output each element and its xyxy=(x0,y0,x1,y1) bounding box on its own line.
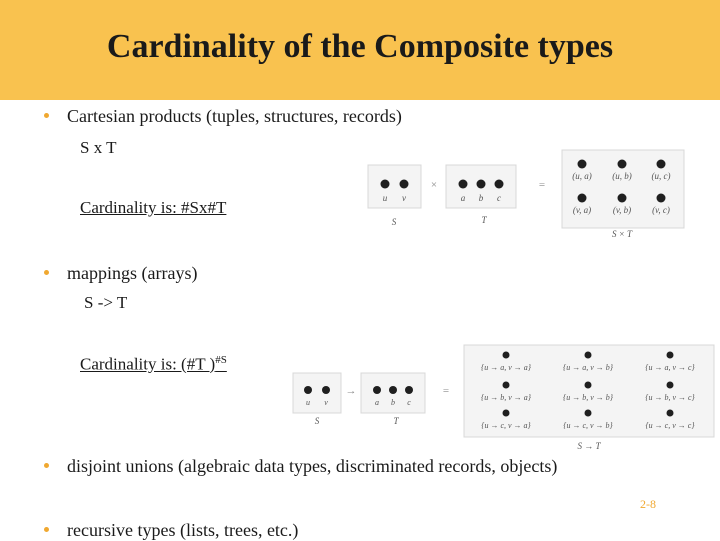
set-t-element: b xyxy=(391,398,395,407)
equals-symbol: = xyxy=(442,385,450,397)
mapping-label: {u → b, v → b} xyxy=(563,393,613,402)
mapping-label: {u → b, v → c} xyxy=(645,393,695,402)
set-s-element: u xyxy=(382,193,388,203)
title-bar xyxy=(0,0,720,100)
mapping-label: {u → a, v → c} xyxy=(645,363,695,372)
bullet-dot-icon xyxy=(44,463,49,468)
pair-label: (u, b) xyxy=(612,171,632,181)
set-t-label: T xyxy=(481,215,487,225)
product-result-box xyxy=(562,150,684,228)
set-s-label: S xyxy=(314,416,320,426)
set-t-element: a xyxy=(460,193,466,203)
bullet-disjoint-unions xyxy=(44,455,557,477)
mapping-result-box xyxy=(464,345,714,437)
set-t-element: a xyxy=(375,398,379,407)
cartesian-product-diagram xyxy=(360,148,692,240)
mapping-label: {u → c, v → b} xyxy=(563,421,613,430)
arrow-symbol: → xyxy=(345,385,357,397)
product-result-label: S × T xyxy=(611,229,633,239)
slide-title: Cardinality of the Composite types xyxy=(106,28,614,65)
bullet-recursive-types xyxy=(44,519,298,541)
mapping-diagram xyxy=(288,343,718,455)
set-s-element: v xyxy=(402,193,406,203)
mapping-label: {u → c, v → a} xyxy=(481,421,531,430)
pair-label: (v, a) xyxy=(572,205,592,215)
mapping-label: {u → a, v → a} xyxy=(481,363,531,372)
bullet-text: Cartesian products (tuples, structures, records) xyxy=(67,106,402,126)
bullet-dot-icon xyxy=(44,527,49,532)
mapping-result-label: S → T xyxy=(577,441,601,451)
set-t-element: c xyxy=(497,193,501,203)
bullet-text: recursive types (lists, trees, etc.) xyxy=(67,520,299,540)
bullet-cartesian-products xyxy=(44,105,402,127)
mapping-expression: S -> T xyxy=(84,293,128,312)
set-t-label: T xyxy=(393,416,399,426)
product-expression: S x T xyxy=(80,138,117,157)
pair-label: (u, c) xyxy=(651,171,671,181)
set-t-element: b xyxy=(478,193,484,203)
bullet-dot-icon xyxy=(44,270,49,275)
set-t-box xyxy=(446,165,516,208)
mapping-label: {u → c, v → c} xyxy=(645,421,695,430)
map-set-t-box xyxy=(361,373,425,413)
bullet-dot-icon xyxy=(44,113,49,118)
set-s-element: u xyxy=(306,398,310,407)
bullet-text: mappings (arrays) xyxy=(67,263,198,283)
product-cardinality: Cardinality is: #Sx#T xyxy=(80,198,227,217)
mapping-cardinality-base: Cardinality is: (#T ) xyxy=(80,354,216,374)
set-s-box xyxy=(368,165,421,208)
set-t-element: c xyxy=(407,398,411,407)
mapping-cardinality-exponent: #S xyxy=(215,354,227,366)
times-symbol: × xyxy=(430,179,438,191)
pair-label: (v, c) xyxy=(652,205,670,215)
page-number: 2-8 xyxy=(640,497,656,511)
map-set-s-box xyxy=(293,373,341,413)
mapping-label: {u → a, v → b} xyxy=(563,363,613,372)
mapping-label: {u → b, v → a} xyxy=(481,393,531,402)
set-s-label: S xyxy=(391,217,397,227)
pair-label: (v, b) xyxy=(612,205,632,215)
pair-label: (u, a) xyxy=(572,171,592,181)
bullet-mappings xyxy=(44,262,197,284)
set-s-element: v xyxy=(324,398,328,407)
equals-symbol: = xyxy=(538,179,546,191)
mapping-cardinality xyxy=(80,354,227,375)
bullet-text: disjoint unions (algebraic data types, discriminated records, objects) xyxy=(67,456,558,476)
